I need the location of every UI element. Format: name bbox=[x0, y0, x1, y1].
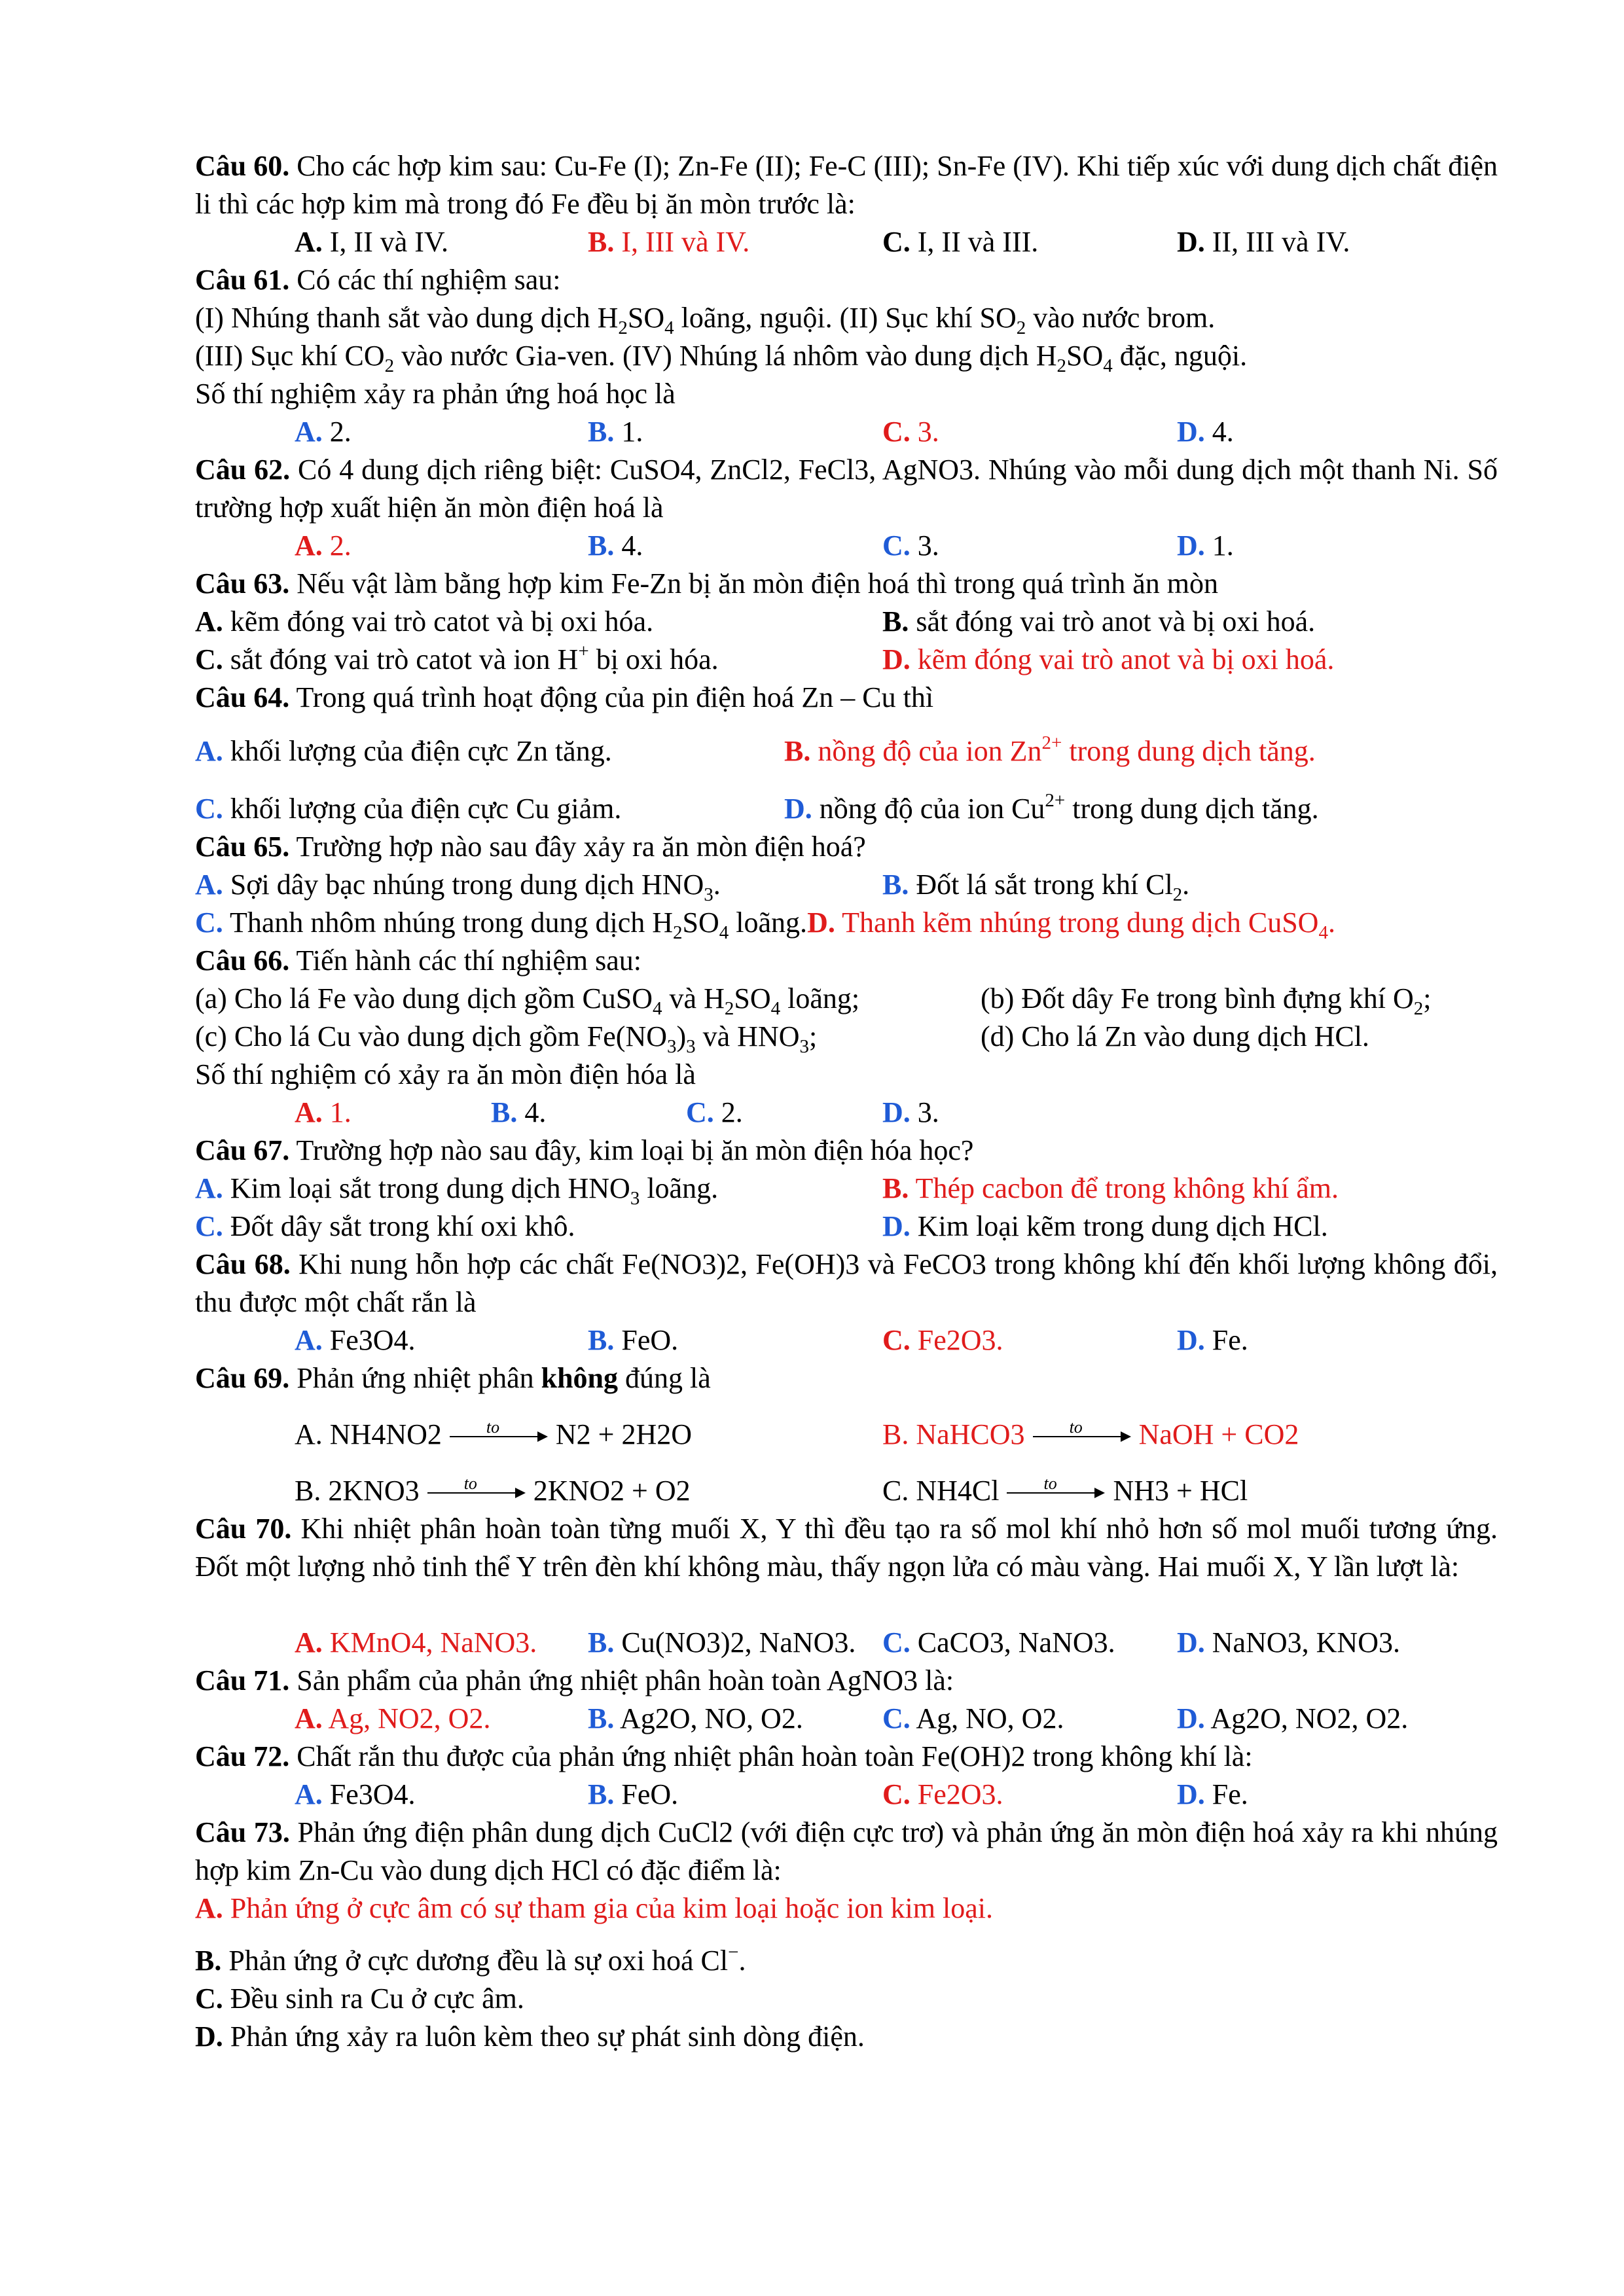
option-a-correct: A. 1. bbox=[295, 1096, 352, 1128]
option-c: C. I, II và III. bbox=[882, 226, 1039, 258]
reaction-arrow: to bbox=[1033, 1427, 1131, 1446]
question-number: Câu 60. bbox=[195, 150, 290, 182]
question-72-options: A. Fe3O4. B. FeO. C. Fe2O3. D. Fe. bbox=[195, 1776, 1498, 1814]
reaction-arrow: to bbox=[1007, 1483, 1105, 1503]
question-64-options-cd: C. khối lượng của điện cực Cu giảm. D. nồng độ của ion $Cu^{2+}$ trong dung dịch tăng. bbox=[195, 790, 1319, 825]
question-66-options: A. 1. B. 4. C. 2. D. 3. bbox=[195, 1094, 1498, 1132]
question-69-row1: A. NH4NO2 to N2 + 2H2O B. NaHCO3 to NaOH + CO2 bbox=[195, 1397, 1498, 1454]
question-73-option-d: D. Phản ứng xảy ra luôn kèm theo sự phát sinh dòng điện. bbox=[195, 2020, 865, 2053]
question-67-stem: Câu 67. Trường hợp nào sau đây, kim loại bị ăn mòn điện hóa học? bbox=[195, 1134, 974, 1166]
question-63-stem: Câu 63. Nếu vật làm bằng hợp kim Fe-Zn bị ăn mòn điện hoá thì trong quá trình ăn mòn bbox=[195, 567, 1219, 600]
question-66-cd: (c) Cho lá Cu vào dung dịch gồm $Fe(NO_3)_3$ và $HNO_3$; (d) Cho lá Zn vào dung dịch HCl. bbox=[195, 1020, 1369, 1057]
question-71-options: A. Ag, NO2, O2. B. Ag2O, NO, O2. C. Ag, NO, O2. D. Ag2O, NO2, O2. bbox=[195, 1700, 1498, 1738]
question-65-options-ab: A. Sợi dây bạc nhúng trong dung dịch $HNO_3$. B. Đốt lá sắt trong khí $Cl_2$. bbox=[195, 869, 1190, 905]
question-73-option-a-correct: A. Phản ứng ở cực âm có sự tham gia của kim loại hoặc ion kim loại. bbox=[195, 1892, 993, 1924]
question-62-stem: Câu 62. Có 4 dung dịch riêng biệt: CuSO4, ZnCl2, FeCl3, AgNO3. Nhúng vào mỗi dung dịch một thanh Ni. Số trường hợp xuất hiện ăn mòn điện hoá là bbox=[195, 454, 1498, 524]
question-66-ask: Số thí nghiệm có xảy ra ăn mòn điện hóa là bbox=[195, 1058, 696, 1090]
question-62-options: A. 2. B. 4. C. 3. D. 1. bbox=[195, 527, 1498, 565]
question-71-stem: Câu 71. Sản phẩm của phản ứng nhiệt phân hoàn toàn AgNO3 là: bbox=[195, 1664, 954, 1696]
option-a-correct: A. 2. bbox=[295, 529, 352, 562]
option-b-correct: B. nồng độ của ion $Zn^{2+}$ trong dung dịch tăng. bbox=[784, 732, 1316, 767]
question-67-options-cd: C. Đốt dây sắt trong khí oxi khô. D. Kim loại kẽm trong dung dịch HCl. bbox=[195, 1210, 1328, 1242]
option-c-correct: C. Fe2O3. bbox=[882, 1324, 1003, 1356]
question-70-stem: Câu 70. Khi nhiệt phân hoàn toàn từng muối X, Y thì đều tạo ra số mol khí nhỏ hơn số mol muối tương ứng. Đốt một lượng nhỏ tinh thể Y trên đèn khí không màu, thấy ngọn lửa có màu vàng. Hai muối X, Y lần lượt là: bbox=[195, 1513, 1498, 1583]
worksheet bbox=[195, 147, 1498, 2056]
option-d: D. II, III và IV. bbox=[1177, 226, 1350, 258]
option-a-correct: A. KMnO4, NaNO3. bbox=[295, 1626, 537, 1659]
question-68-options: A. Fe3O4. B. FeO. C. Fe2O3. D. Fe. bbox=[195, 1321, 1498, 1359]
question-68-stem: Câu 68. Khi nung hỗn hợp các chất Fe(NO3)2, Fe(OH)3 và FeCO3 trong không khí đến khối lượng không đổi, thu được một chất rắn là bbox=[195, 1248, 1498, 1318]
question-60-options bbox=[195, 223, 1498, 261]
question-61-ask: Số thí nghiệm xảy ra phản ứng hoá học là bbox=[195, 378, 676, 410]
option-b-correct: B. Thép cacbon để trong không khí ẩm. bbox=[882, 1172, 1339, 1204]
question-72-stem: Câu 72. Chất rắn thu được của phản ứng nhiệt phân hoàn toàn Fe(OH)2 trong không khí là: bbox=[195, 1740, 1253, 1772]
option-c-correct: C. 3. bbox=[882, 416, 939, 448]
question-66-stem: Câu 66. Tiến hành các thí nghiệm sau: bbox=[195, 944, 641, 977]
question-67-options-ab: A. Kim loại sắt trong dung dịch $HNO_3$ loãng. B. Thép cacbon để trong không khí ẩm. bbox=[195, 1170, 1498, 1208]
option-a-correct: A. Ag, NO2, O2. bbox=[295, 1702, 491, 1734]
question-61-line1: (I) Nhúng thanh sắt vào dung dịch $H_2SO_4$ loãng, nguội. (II) Sục khí $SO_2$ vào nước brom. bbox=[195, 302, 1216, 338]
question-65-options-cd: C. Thanh nhôm nhúng trong dung dịch $H_2SO_4$ loãng.D. Thanh kẽm nhúng trong dung dịch CuSO$_4$. bbox=[195, 906, 1335, 943]
question-66-ab: (a) Cho lá Fe vào dung dịch gồm CuSO$_4$ và $H_2SO_4$ loãng; (b) Đốt dây Fe trong bình đựng khí $O_2$; bbox=[195, 982, 1432, 1019]
reaction-arrow: to bbox=[450, 1427, 548, 1446]
question-65-stem: Câu 65. Trường hợp nào sau đây xảy ra ăn mòn điện hoá? bbox=[195, 831, 866, 863]
option-b-correct: B. I, III và IV. bbox=[588, 226, 750, 258]
option-b-correct: B. NaHCO3 to NaOH + CO2 bbox=[882, 1418, 1299, 1450]
question-73-option-b: B. Phản ứng ở cực dương đều là sự oxi hoá Cl−. bbox=[195, 1942, 746, 1977]
question-61-line2: (III) Sục khí $CO_2$ vào nước Gia-ven. (IV) Nhúng lá nhôm vào dung dịch $H_2SO_4$ đặc, nguội. bbox=[195, 340, 1248, 376]
option-a: A. I, II và IV. bbox=[295, 226, 449, 258]
reaction-arrow: to bbox=[427, 1483, 526, 1503]
question-63-options-ab: A. kẽm đóng vai trò catot và bị oxi hóa. B. sắt đóng vai trò anot và bị oxi hoá. bbox=[195, 605, 1316, 637]
question-73-option-c: C. Đều sinh ra Cu ở cực âm. bbox=[195, 1982, 524, 2015]
question-69-stem: Câu 69. Phản ứng nhiệt phân không đúng là bbox=[195, 1362, 711, 1394]
option-d-correct: D. kẽm đóng vai trò anot và bị oxi hoá. bbox=[882, 643, 1335, 675]
option-d-correct: D. Thanh kẽm nhúng trong dung dịch CuSO$_4$. bbox=[807, 906, 1335, 943]
question-63-options-cd: C. sắt đóng vai trò catot và ion H+ bị oxi hóa. D. kẽm đóng vai trò anot và bị oxi hoá. bbox=[195, 641, 1498, 679]
question-73-stem: Câu 73. Phản ứng điện phân dung dịch CuCl2 (với điện cực trơ) và phản ứng ăn mòn điện hoá xảy ra khi nhúng hợp kim Zn-Cu vào dung dịch HCl có đặc điểm là: bbox=[195, 1816, 1498, 1886]
question-69-row2: B. 2KNO3 to 2KNO2 + O2 C. NH4Cl to NH3 + HCl bbox=[295, 1474, 1248, 1507]
question-64-stem: Câu 64. Trong quá trình hoạt động của pin điện hoá Zn – Cu thì bbox=[195, 681, 934, 713]
question-60-stem: Câu 60. Cho các hợp kim sau: Cu-Fe (I); Zn-Fe (II); Fe-C (III); Sn-Fe (IV). Khi tiếp xúc với dung dịch chất điện li thì các hợp kim mà trong đó Fe đều bị ăn mòn trước là: bbox=[195, 150, 1498, 220]
option-c-correct: C. Fe2O3. bbox=[882, 1778, 1003, 1810]
question-61-stem: Câu 61. Có các thí nghiệm sau: bbox=[195, 264, 561, 296]
question-64-options-ab: A. khối lượng của điện cực Zn tăng. B. nồng độ của ion $Zn^{2+}$ trong dung dịch tăng. bbox=[195, 717, 1498, 774]
question-70-options: A. KMnO4, NaNO3. B. Cu(NO3)2, NaNO3. C. CaCO3, NaNO3. D. NaNO3, KNO3. bbox=[195, 1624, 1498, 1662]
question-61-options: A. 2. B. 1. C. 3. D. 4. bbox=[195, 413, 1498, 451]
